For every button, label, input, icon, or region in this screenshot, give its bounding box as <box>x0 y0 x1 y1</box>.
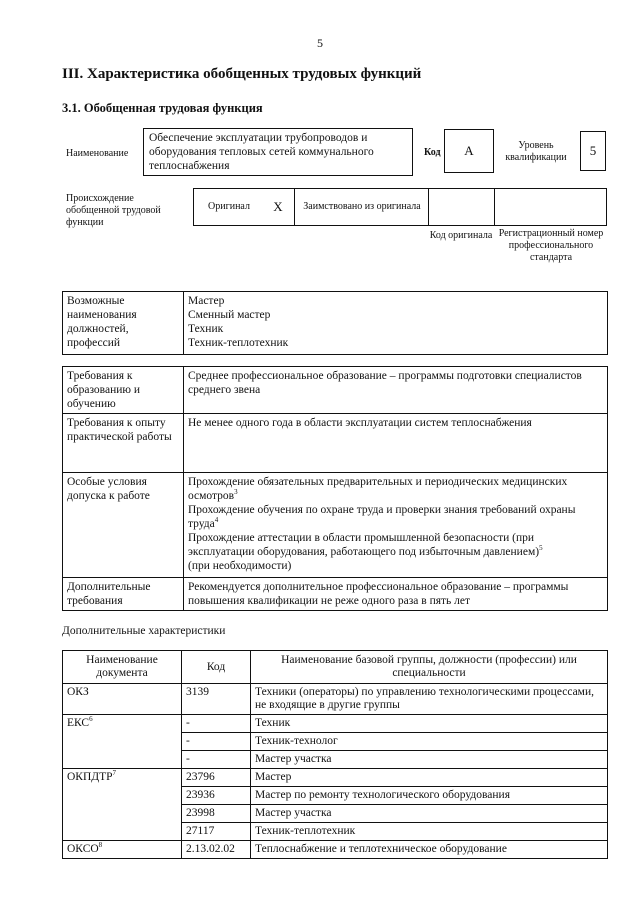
requirement-row <box>63 414 608 473</box>
additional-title: Дополнительные характеристики <box>62 625 226 637</box>
section-title: III. Характеристика обобщенных трудовых функций <box>62 66 422 82</box>
function-name: Обеспечение эксплуатации трубопроводов и оборудования тепловых сетей коммунального теплоснабжения <box>149 132 374 172</box>
table-row <box>63 769 608 787</box>
footnote-marker: 3 <box>234 488 238 497</box>
doc-code: - <box>182 715 251 733</box>
doc-name: ОКСО$^8$ <box>63 841 182 859</box>
doc-code: 23998 <box>182 805 251 823</box>
doc-code: - <box>182 751 251 769</box>
requirement-label: Дополнительные требования <box>63 578 184 611</box>
header-code: Код <box>182 651 251 684</box>
requirement-text <box>184 473 608 578</box>
requirement-label: Требования к опыту практической работы <box>63 414 184 473</box>
original-mark: X <box>273 199 283 214</box>
positions-values <box>184 292 608 355</box>
code-original-label: Код оригинала <box>429 230 493 241</box>
doc-code: - <box>182 733 251 751</box>
borrowed-label: Заимствовано из оригинала <box>294 189 429 225</box>
doc-title: Мастер по ремонту технологического оборудования <box>251 787 608 805</box>
doc-code: 3139 <box>182 684 251 715</box>
level-value: 5 <box>580 131 606 171</box>
doc-title: Техник-технолог <box>251 733 608 751</box>
original-label: Оригинал <box>208 201 250 212</box>
position-item: Мастер <box>188 295 225 307</box>
requirement-line: Прохождение аттестации в области промышленной безопасности (при эксплуатации оборудования, работающего под избыточным давлением) <box>188 532 540 558</box>
requirement-text: Не менее одного года в области эксплуатации систем теплоснабжения <box>184 414 608 473</box>
doc-title: Техник-теплотехник <box>251 823 608 841</box>
table-row <box>63 684 608 715</box>
additional-table <box>62 650 608 859</box>
positions-label: Возможные наименования должностей, профессий <box>63 292 184 355</box>
name-label: Наименование <box>66 148 129 159</box>
origin-row <box>193 188 607 226</box>
header-name: Наименование базовой группы, должности (профессии) или специальности <box>251 651 608 684</box>
table-row <box>63 841 608 859</box>
origin-label: Происхождение обобщенной трудовой функции <box>66 193 161 228</box>
level-label: Уровень квалификации <box>505 140 567 163</box>
page-number: 5 <box>317 36 323 50</box>
function-name-box <box>143 128 413 176</box>
position-item: Техник <box>188 323 224 335</box>
doc-title: Техники (операторы) по управлению технологическими процессами, не входящие в другие группы <box>251 684 608 715</box>
position-item: Сменный мастер <box>188 309 271 321</box>
code-original-cell <box>428 189 495 225</box>
doc-title: Теплоснабжение и теплотехническое оборудование <box>251 841 608 859</box>
requirement-row <box>63 578 608 611</box>
requirement-row <box>63 473 608 578</box>
doc-code: 27117 <box>182 823 251 841</box>
requirement-line: Прохождение обязательных предварительных и периодических медицинских осмотров <box>188 476 568 502</box>
code-label: Код <box>424 147 441 158</box>
requirement-line: Прохождение обучения по охране труда и проверки знания требований охраны труда <box>188 504 576 530</box>
doc-title: Мастер <box>251 769 608 787</box>
doc-name: ОКЗ <box>63 684 182 715</box>
doc-title: Мастер участка <box>251 805 608 823</box>
requirement-label: Требования к образованию и обучению <box>63 367 184 414</box>
footnote-marker: 4 <box>214 516 219 525</box>
doc-name: ОКПДТР$^7$ <box>63 769 182 841</box>
doc-name: ЕКС$^6$ <box>63 715 182 769</box>
function-code: А <box>444 129 494 173</box>
doc-code: 2.13.02.02 <box>182 841 251 859</box>
doc-code: 23936 <box>182 787 251 805</box>
position-item: Техник-теплотехник <box>188 337 289 349</box>
subsection-title: 3.1. Обобщенная трудовая функция <box>62 101 263 115</box>
reg-number-cell <box>494 189 607 225</box>
doc-code: 23796 <box>182 769 251 787</box>
header-document: Наименование документа <box>63 651 182 684</box>
requirement-row <box>63 367 608 414</box>
requirements-table <box>62 366 608 611</box>
doc-title: Мастер участка <box>251 751 608 769</box>
requirement-text: Среднее профессиональное образование – программы подготовки специалистов среднего звена <box>184 367 608 414</box>
requirement-line: (при необходимости) <box>188 560 292 572</box>
additional-header-row <box>63 651 608 684</box>
doc-title: Техник <box>251 715 608 733</box>
requirement-text: Рекомендуется дополнительное профессиональное образование – программы повышения квалификации не реже одного раза в пять лет <box>184 578 608 611</box>
table-row <box>63 715 608 733</box>
reg-number-label: Регистрационный номер профессионального стандарта <box>498 228 604 263</box>
positions-table <box>62 291 608 355</box>
requirement-label: Особые условия допуска к работе <box>63 473 184 578</box>
footnote-marker: 5 <box>539 544 543 553</box>
